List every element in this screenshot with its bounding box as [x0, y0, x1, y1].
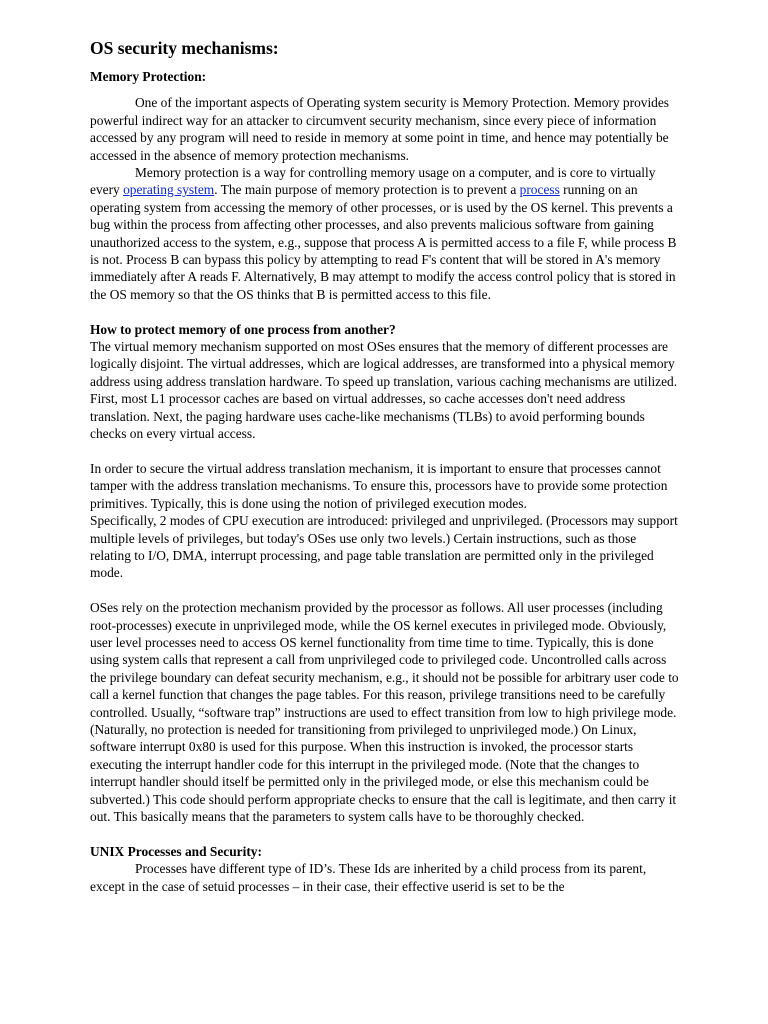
paragraph-memory-protection-intro: One of the important aspects of Operating system security is Memory Protection. Memory provides powerful indirect way for an attacker to circumvent security mechanism, since every piece of information accessed by any program will need to reside in memory at some point in time, and hence may potentially be accessed in the absence of memory protection mechanisms. [90, 95, 670, 163]
paragraph-os-protection: OSes rely on the protection mechanism provided by the processor as follows. All user processes (including root-processes) execute in unprivileged mode, while the OS kernel executes in privileged mode. Obviously, user level processes need to access OS kernel functionality from time time to time. Typically, this is done using system calls that represent a call from unprivileged code to privileged code. Uncontrolled calls across the privilege boundary can defeat security mechanism, e.g., it should not be possible for arbitrary user code to call a kernel function that changes the page tables. For this reason, privilege transitions need to be carefully controlled. Usually, “software trap” instructions are used to effect transition from low to high privilege mode. (Naturally, no protection is needed for transitioning from privileged to unprivileged mode.) On Linux, software interrupt 0x80 is used for this purpose. When this instruction is invoked, the processor starts executing the interrupt handler code for this interrupt in the privileged mode. (Note that the changes to interrupt handler should itself be permitted only in the privileged mode, or else this mechanism could be subverted.) This code should perform appropriate checks to ensure that the call is legitimate, and then carry it out. This basically means that the parameters to system calls have to be thoroughly checked. [90, 600, 679, 825]
spacer [90, 582, 680, 599]
spacer [90, 85, 680, 94]
heading-protect-memory: How to protect memory of one process from another? [90, 321, 396, 337]
operating-system-link[interactable]: operating system [123, 182, 215, 198]
process-link[interactable]: process [519, 182, 560, 198]
paragraph-unix-processes: Processes have different type of ID’s. These Ids are inherited by a child process from its parent, except in the case of setuid processes – in their case, their effective userid is set to be the [90, 861, 647, 894]
paragraph-cpu-modes: Specifically, 2 modes of CPU execution are introduced: privileged and unprivileged. (Processors may support multiple levels of privileges, but today's OSes use only two levels.) Certain instructions, such as those relating to I/O, DMA, interrupt processing, and page table translation are permitted only in the privileged mode. [90, 513, 678, 581]
spacer [90, 825, 680, 842]
document-title: OS security mechanisms: [90, 38, 279, 58]
heading-memory-protection: Memory Protection: [90, 69, 207, 84]
spacer [90, 303, 680, 320]
paragraph-virtual-memory: The virtual memory mechanism supported on most OSes ensures that the memory of different processes are logically disjoint. The virtual addresses, which are logical addresses, are transformed into a physical memory address using address translation hardware. To speed up translation, various caching mechanisms are utilized. First, most L1 processor caches are based on virtual addresses, so cache accesses don't need address translation. Next, the paging hardware uses cache-like mechanisms (TLBs) to avoid performing bounds checks on every virtual access. [90, 339, 678, 442]
heading-unix-processes: UNIX Processes and Security: [90, 843, 262, 859]
document-page [90, 36, 680, 895]
text-fragment: Memory protection is a way for controlling memory usage on a computer, and is core to virtually every [90, 165, 656, 198]
text-fragment: running on an operating system from accessing the memory of other processes, or is used by the OS kernel. This prevents a bug within the process from affecting other processes, and also prevents malicious software from gaining unauthorized access to the system, e.g., suppose that process A is permitted access to a file F, while process B is not. Process B can bypass this policy by attempting to read F's content that will be stored in A's memory immediately after A reads F. Alternatively, B may attempt to modify the access control policy that is stored in the OS memory so that the OS thinks that B is permitted access to this file. [90, 182, 677, 302]
text-fragment: . The main purpose of memory protection is to prevent a [214, 182, 520, 198]
paragraph-memory-protection-definition [90, 164, 680, 303]
spacer [90, 443, 680, 460]
paragraph-address-translation: In order to secure the virtual address translation mechanism, it is important to ensure that processes cannot tamper with the address translation mechanisms. To ensure this, processors have to provide some protection primitives. Typically, this is done using the notion of privileged execution modes. [90, 460, 668, 511]
